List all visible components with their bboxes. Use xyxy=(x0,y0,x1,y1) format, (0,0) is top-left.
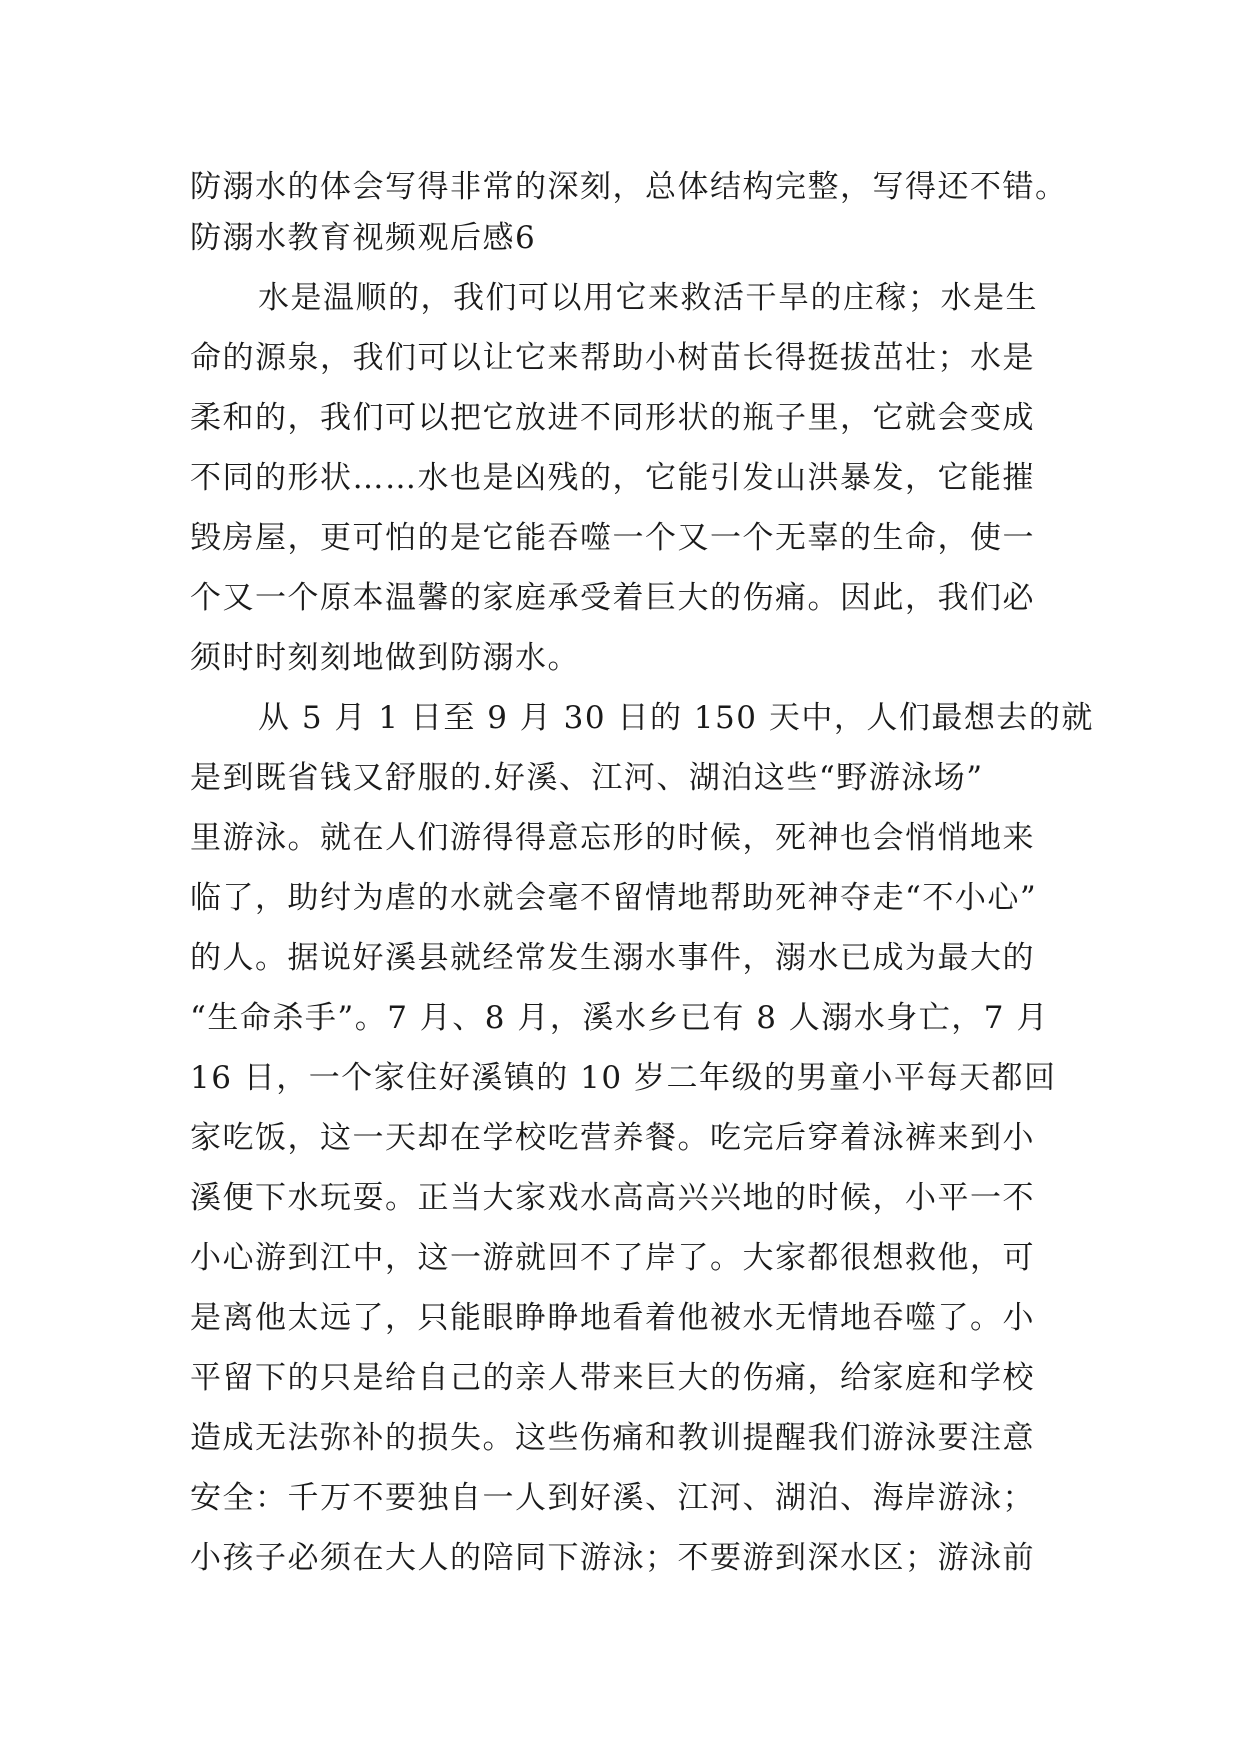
text-line: 个又一个原本温馨的家庭承受着巨大的伤痛。因此，我们必 xyxy=(190,580,1035,616)
text-line: 小心游到江中，这一游就回不了岸了。大家都很想救他，可 xyxy=(190,1240,1035,1276)
section-title: 防溺水教育视频观后感6 xyxy=(190,220,537,256)
text-line: 16 日，一个家住好溪镇的 10 岁二年级的男童小平每天都回 xyxy=(190,1060,1057,1096)
text-line: 溪便下水玩耍。正当大家戏水高高兴兴地的时候，小平一不 xyxy=(190,1180,1035,1216)
text-line: 平留下的只是给自己的亲人带来巨大的伤痛，给家庭和学校 xyxy=(190,1360,1035,1396)
text-line: 临了，助纣为虐的水就会毫不留情地帮助死神夺走“不小心” xyxy=(190,880,1038,916)
text-line: 是离他太远了，只能眼睁睁地看着他被水无情地吞噬了。小 xyxy=(190,1300,1035,1336)
text-line: 柔和的，我们可以把它放进不同形状的瓶子里，它就会变成 xyxy=(190,400,1035,436)
text-line: 不同的形状……水也是凶残的，它能引发山洪暴发，它能摧 xyxy=(190,460,1035,496)
text-line: 防溺水的体会写得非常的深刻，总体结构完整，写得还不错。 xyxy=(190,169,1068,205)
text-line: 命的源泉，我们可以让它来帮助小树苗长得挺拔茁壮；水是 xyxy=(190,340,1035,376)
text-line: 毁房屋，更可怕的是它能吞噬一个又一个无辜的生命，使一 xyxy=(190,520,1035,556)
text-line: 须时时刻刻地做到防溺水。 xyxy=(190,640,580,676)
text-line: 的人。据说好溪县就经常发生溺水事件，溺水已成为最大的 xyxy=(190,940,1035,976)
text-line: 家吃饭，这一天却在学校吃营养餐。吃完后穿着泳裤来到小 xyxy=(190,1120,1035,1156)
text-line: “生命杀手”。7 月、8 月，溪水乡已有 8 人溺水身亡，7 月 xyxy=(190,1000,1049,1036)
text-line: 安全：千万不要独自一人到好溪、江河、湖泊、海岸游泳； xyxy=(190,1480,1035,1516)
text-line: 小孩子必须在大人的陪同下游泳；不要游到深水区；游泳前 xyxy=(190,1540,1035,1576)
text-line: 是到既省钱又舒服的.好溪、江河、湖泊这些“野游泳场” xyxy=(190,760,984,796)
text-line: 从 5 月 1 日至 9 月 30 日的 150 天中，人们最想去的就 xyxy=(258,700,1094,736)
text-line: 里游泳。就在人们游得得意忘形的时候，死神也会悄悄地来 xyxy=(190,820,1035,856)
text-line: 水是温顺的，我们可以用它来救活干旱的庄稼；水是生 xyxy=(258,280,1038,316)
text-line: 造成无法弥补的损失。这些伤痛和教训提醒我们游泳要注意 xyxy=(190,1420,1035,1456)
